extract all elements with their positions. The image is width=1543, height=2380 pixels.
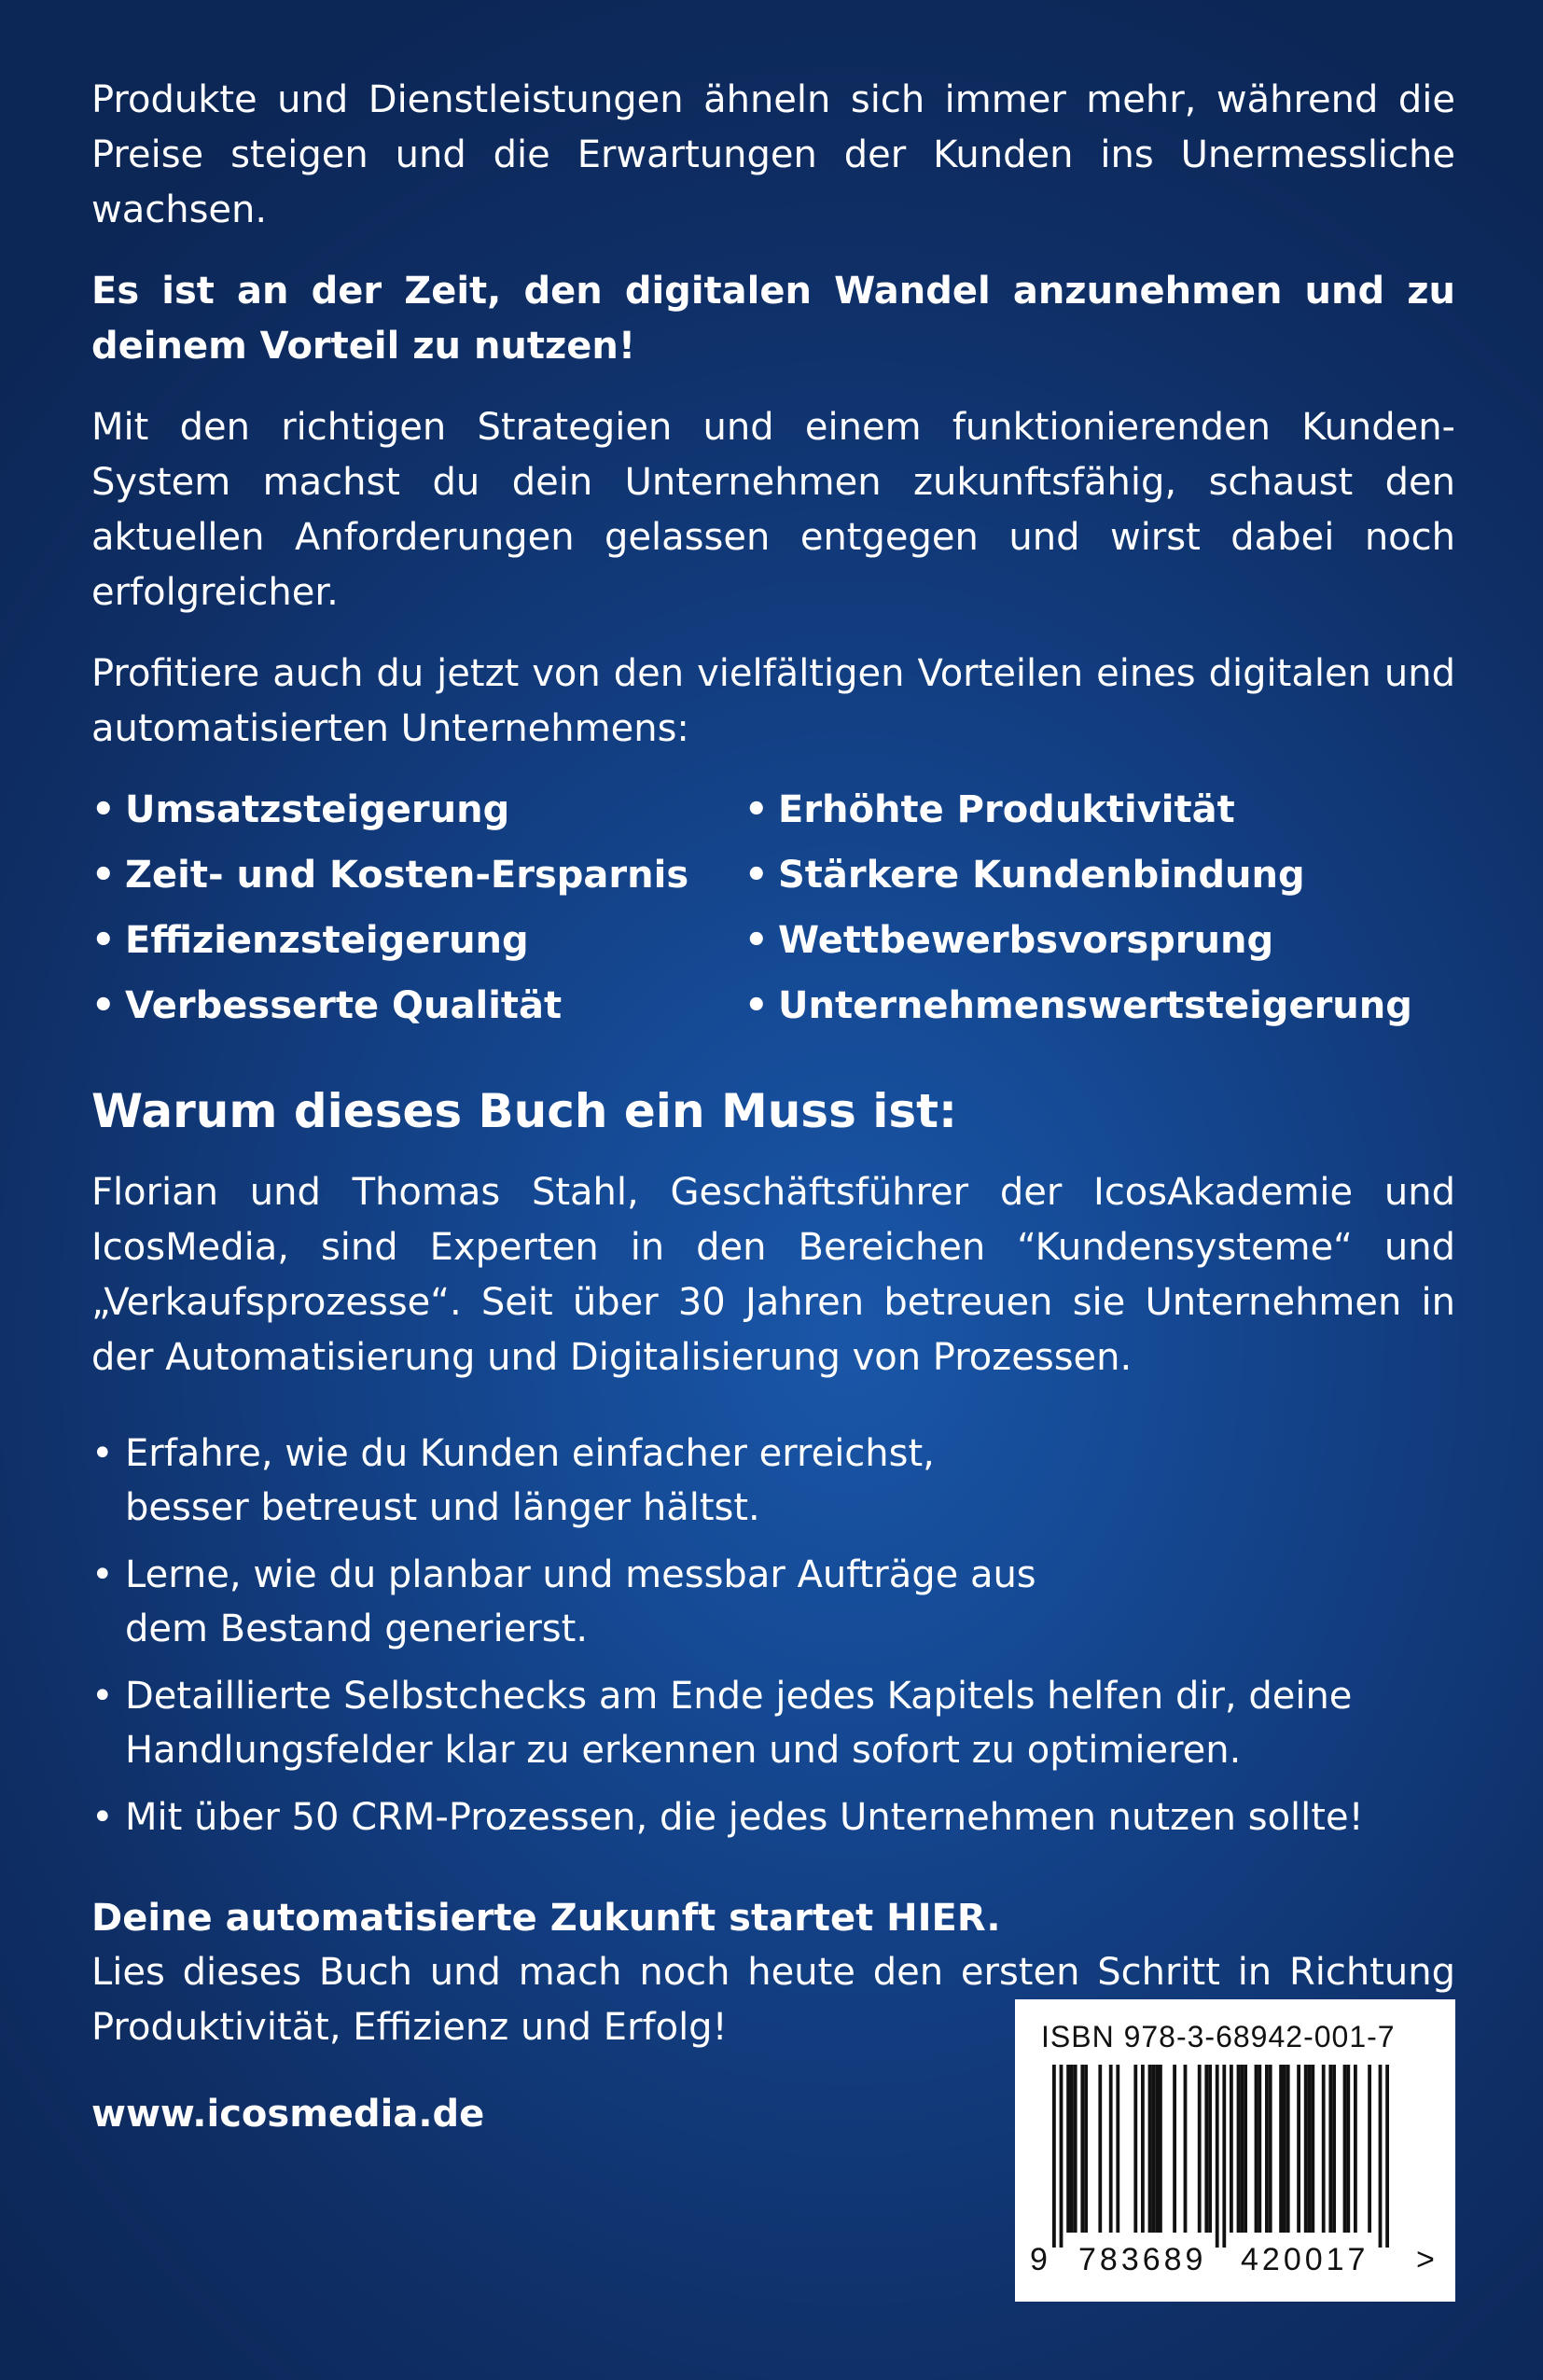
cta-text: Lies dieses Buch und mach noch heute den ersten Schritt in Richtung Produktivität, Effizienz und Erfolg! [91, 1951, 1455, 2049]
barcode-bar [1222, 2065, 1226, 2248]
barcode-bar [1258, 2065, 1261, 2233]
benefit-item: • Umsatzsteigerung [91, 781, 744, 839]
barcode-bar [1279, 2065, 1283, 2233]
barcode-bar [1173, 2065, 1176, 2233]
isbn-first-digit: 9 [1030, 2242, 1048, 2277]
barcode-bar [1141, 2065, 1145, 2233]
barcode-bar [1080, 2065, 1084, 2233]
benefit-item: • Stärkere Kundenbindung [744, 846, 1455, 904]
isbn-barcode-box [1015, 1999, 1455, 2302]
barcode-bar [1255, 2065, 1258, 2233]
barcode-bar [1084, 2065, 1088, 2233]
barcode-bar [1354, 2065, 1357, 2233]
why-heading: Warum dieses Buch ein Muss ist: [91, 1084, 958, 1138]
intro-paragraph-4: Profitiere auch du jetzt von den vielfältigen Vorteilen eines digitalen und automatisierten Unternehmens: [91, 652, 1455, 750]
authors-paragraph: Florian und Thomas Stahl, Geschäftsführer der IcosAkademie und IcosMedia, sind Experten in den Bereichen “Kundensysteme“ und „Verkaufsprozesse“. Seit über 30 Jahren betreuen sie Unternehmen in der Automatisierung und Digitalisierung von Prozessen. [91, 1171, 1455, 1379]
barcode-bar [1346, 2065, 1350, 2233]
benefit-item: • Verbesserte Qualität [91, 977, 744, 1035]
barcode-bar [1204, 2065, 1208, 2233]
selling-point-item: • Lerne, wie du planbar und messbar Aufträge aus dem Bestand generierst. [91, 1548, 1058, 1656]
barcode-bar [1208, 2065, 1212, 2233]
selling-point-item: • Mit über 50 CRM-Prozessen, die jedes Unternehmen nutzen sollte! [91, 1790, 1455, 1844]
isbn-left-digits: 783689 [1078, 2242, 1207, 2277]
website-link[interactable]: www.icosmedia.de [91, 2093, 485, 2136]
barcode-bar [1308, 2065, 1312, 2233]
barcode-bar [1074, 2065, 1077, 2233]
barcode-bar [1332, 2065, 1336, 2233]
barcode-bar [1297, 2065, 1300, 2233]
barcode-bar [1269, 2065, 1272, 2233]
barcode-bar [1311, 2065, 1314, 2233]
isbn-right-digits: 420017 [1241, 2242, 1369, 2277]
intro-paragraph-2-bold: Es ist an der Zeit, den digitalen Wandel anzunehmen und zu deinem Vorteil zu nutzen! [91, 270, 1455, 368]
barcode-bar [1343, 2065, 1347, 2233]
selling-points-list [91, 1427, 1455, 1844]
barcode-bar [1148, 2065, 1152, 2233]
barcode-bar [1066, 2065, 1070, 2233]
barcode-bar [1244, 2065, 1247, 2233]
intro-paragraph-1: Produkte und Dienstleistungen ähneln sich immer mehr, während die Preise steigen und die Erwartungen der Kunden ins Unermessliche wachsen. [91, 78, 1455, 231]
barcode-bar [1265, 2065, 1269, 2233]
isbn-label: ISBN 978-3-68942-001-7 [1041, 2020, 1396, 2053]
barcode-bar [1184, 2065, 1188, 2233]
benefit-item: • Wettbewerbsvorsprung [744, 912, 1455, 969]
selling-point-item: • Detaillierte Selbstchecks am Ende jedes Kapitels helfen dir, deine Handlungsfelder klar zu erkennen und sofort zu optimieren. [91, 1669, 1455, 1777]
barcode-bar [1322, 2065, 1326, 2233]
barcode-bar [1240, 2065, 1244, 2233]
barcode-bar [1155, 2065, 1159, 2233]
benefit-item: • Erhöhte Produktivität [744, 781, 1455, 839]
benefit-item: • Effizienzsteigerung [91, 912, 744, 969]
selling-point-item: • Erfahre, wie du Kunden einfacher erreichst, besser betreust und länger hältst. [91, 1427, 1058, 1535]
barcode-bar [1198, 2065, 1202, 2233]
back-cover-text [91, 73, 1455, 2141]
barcode-bar [1283, 2065, 1286, 2233]
barcode-bar [1379, 2065, 1383, 2248]
barcode-bar [1098, 2065, 1102, 2233]
barcode-bar [1109, 2065, 1113, 2233]
benefit-item: • Zeit- und Kosten-Ersparnis [91, 846, 744, 904]
cta-title: Deine automatisierte Zukunft startet HIER. [91, 1897, 1001, 1940]
barcode-bar [1385, 2065, 1389, 2248]
benefits-list [91, 781, 1455, 1035]
barcode-bar [1151, 2065, 1155, 2233]
barcode-bar [1052, 2065, 1056, 2248]
barcode-bar [1304, 2065, 1308, 2233]
barcode-bar [1070, 2065, 1074, 2233]
barcode-bar [1060, 2065, 1063, 2248]
barcode-bar [1328, 2065, 1332, 2233]
barcode-bar [1159, 2065, 1162, 2233]
barcode-bar [1368, 2065, 1371, 2233]
barcode-bar [1133, 2065, 1137, 2233]
barcode-bar [1237, 2065, 1241, 2233]
barcode-bar [1116, 2065, 1119, 2233]
benefit-item: • Unternehmenswertsteigerung [744, 977, 1455, 1035]
barcode-bar [1286, 2065, 1290, 2233]
intro-paragraph-3: Mit den richtigen Strategien und einem funktionierenden Kunden-System machst du dein Unternehmen zukunftsfähig, schaust den aktuellen Anforderungen gelassen entgegen und wirst dabei noch erfolgreicher. [91, 406, 1455, 614]
barcode-bar [1230, 2065, 1233, 2233]
barcode-bar [1216, 2065, 1219, 2248]
isbn-quiet-zone-arrow: > [1416, 2242, 1435, 2277]
